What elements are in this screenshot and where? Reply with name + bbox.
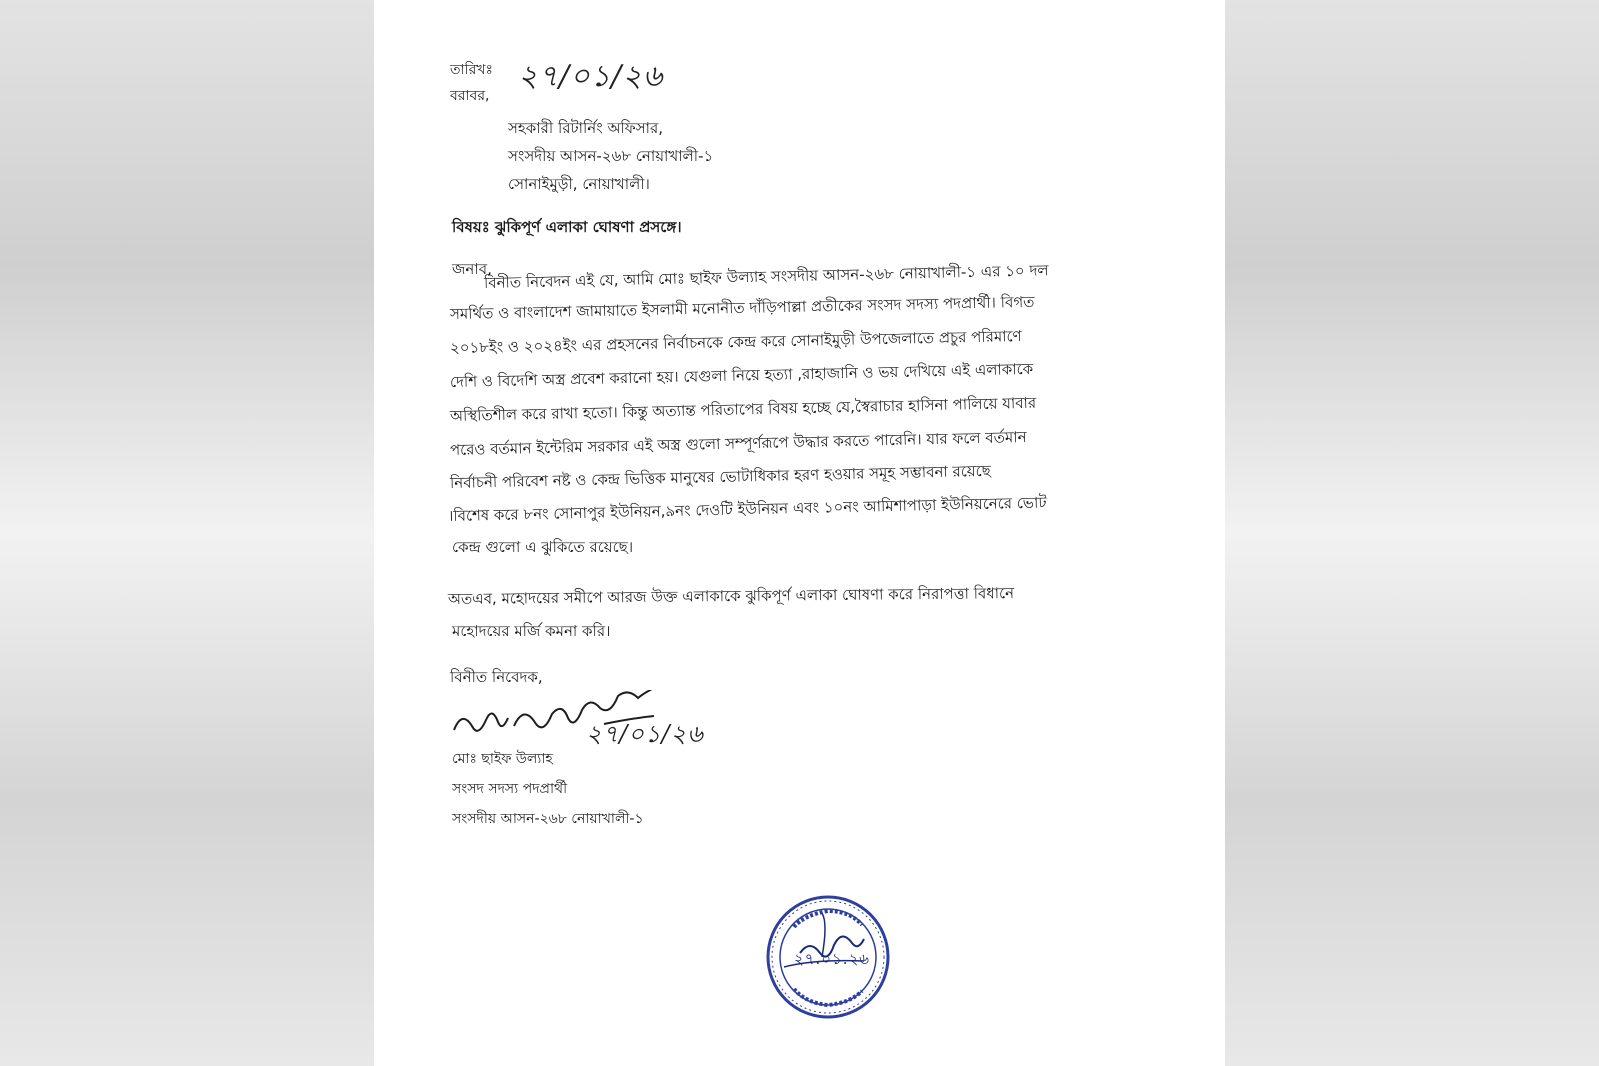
body-line: দেশি ও বিদেশি অস্ত্র প্রবেশ করানো হয়। যেগুলা নিয়ে হত্যা ,রাহাজানি ও ভয় দেখিয়ে এই এলাকাকে xyxy=(449,359,1034,391)
body-line: বিনীত নিবেদন এই যে, আমি মোঃ ছাইফ উল্যাহ সংসদীয় আসন-২৬৮ নোয়াখালী-১ এর ১০ দল xyxy=(483,261,1049,292)
sender-name: মোঃ ছাইফ উল্যাহ xyxy=(452,751,553,767)
letter-page xyxy=(374,0,1225,1066)
subject-line: বিষয়ঃ ঝুকিপূর্ণ এলাকা ঘোষণা প্রসঙ্গে। xyxy=(452,218,682,236)
signature-date: ২৭/০১/২৬ xyxy=(586,720,704,748)
sender-title: সংসদ সদস্য পদপ্রার্থী xyxy=(452,781,568,797)
body-line: নির্বাচনী পরিবেশ নষ্ট ও কেন্দ্র ভিত্তিক মানুষের ভোটাধিকার হরণ হওয়ার সমূহ সম্ভাবনা রয়েছে xyxy=(449,461,991,492)
body-line: কেন্দ্র গুলো এ ঝুকিতে রয়েছে। xyxy=(452,538,634,556)
date-label: তারিখঃ xyxy=(450,62,493,78)
body-line: ২০১৮ইং ও ২০২৪ইং এর প্রহসনের নির্বাচনকে কেন্দ্র করে সোনাইমুড়ী উপজেলাতে প্রচুর পরিমাণে xyxy=(449,327,1022,357)
sender-constituency: সংসদীয় আসন-২৬৮ নোয়াখালী-১ xyxy=(452,811,644,827)
closing-line: মহোদয়ের মর্জি কমনা করি। xyxy=(452,622,611,640)
salutation: জনাব, xyxy=(452,260,492,278)
background-left xyxy=(0,0,380,1066)
closing-line: অতএব, মহোদয়ের সমীপে আরজ উক্ত এলাকাকে ঝুকিপূর্ণ এলাকা ঘোষণা করে নিরাপত্তা বিধানে xyxy=(447,584,1015,608)
seal-signature-date: ২৭.০১.২৬ xyxy=(794,950,871,968)
body-line: অস্থিতিশীল করে রাখা হতো। কিন্তু অত্যান্ত পরিতাপের বিষয় হচ্ছে যে,স্বৈরাচার হাসিনা পালিয়ে যাবার xyxy=(449,393,1037,425)
recipient-address xyxy=(508,114,713,198)
recipient-line-1: সহকারী রিটার্নিং অফিসার, xyxy=(508,119,663,137)
body-line: পরেও বর্তমান ইন্টেরিম সরকার এই অস্ত্র গুলো সম্পূর্ণরূপে উদ্ধার করতে পারেনি। যার ফলে বর্তমান xyxy=(449,427,1027,459)
body-line: সমর্থিত ও বাংলাদেশ জামায়াতে ইসলামী মনোনীত দাঁড়িপাল্লা প্রতীকের সংসদ সদস্য পদপ্রার্থী। বিগত xyxy=(449,292,1035,323)
signoff: বিনীত নিবেদক, xyxy=(450,668,543,686)
recipient-line-3: সোনাইমুড়ী, নোয়াখালী। xyxy=(508,175,650,193)
handwritten-date: ২৭/০১/২৬ xyxy=(518,59,664,94)
background-right xyxy=(1224,0,1599,1066)
body-line: ।বিশেষ করে ৮নং সোনাপুর ইউনিয়ন,৯নং দেওটি ইউনিয়ন এবং ১০নং আমিশাপাড়া ইউনিয়নেরে ভোট xyxy=(447,493,1047,525)
to-label: বরাবর, xyxy=(450,88,490,104)
recipient-line-2: সংসদীয় আসন-২৬৮ নোয়াখালী-১ xyxy=(508,147,714,165)
sender-block xyxy=(452,744,644,834)
